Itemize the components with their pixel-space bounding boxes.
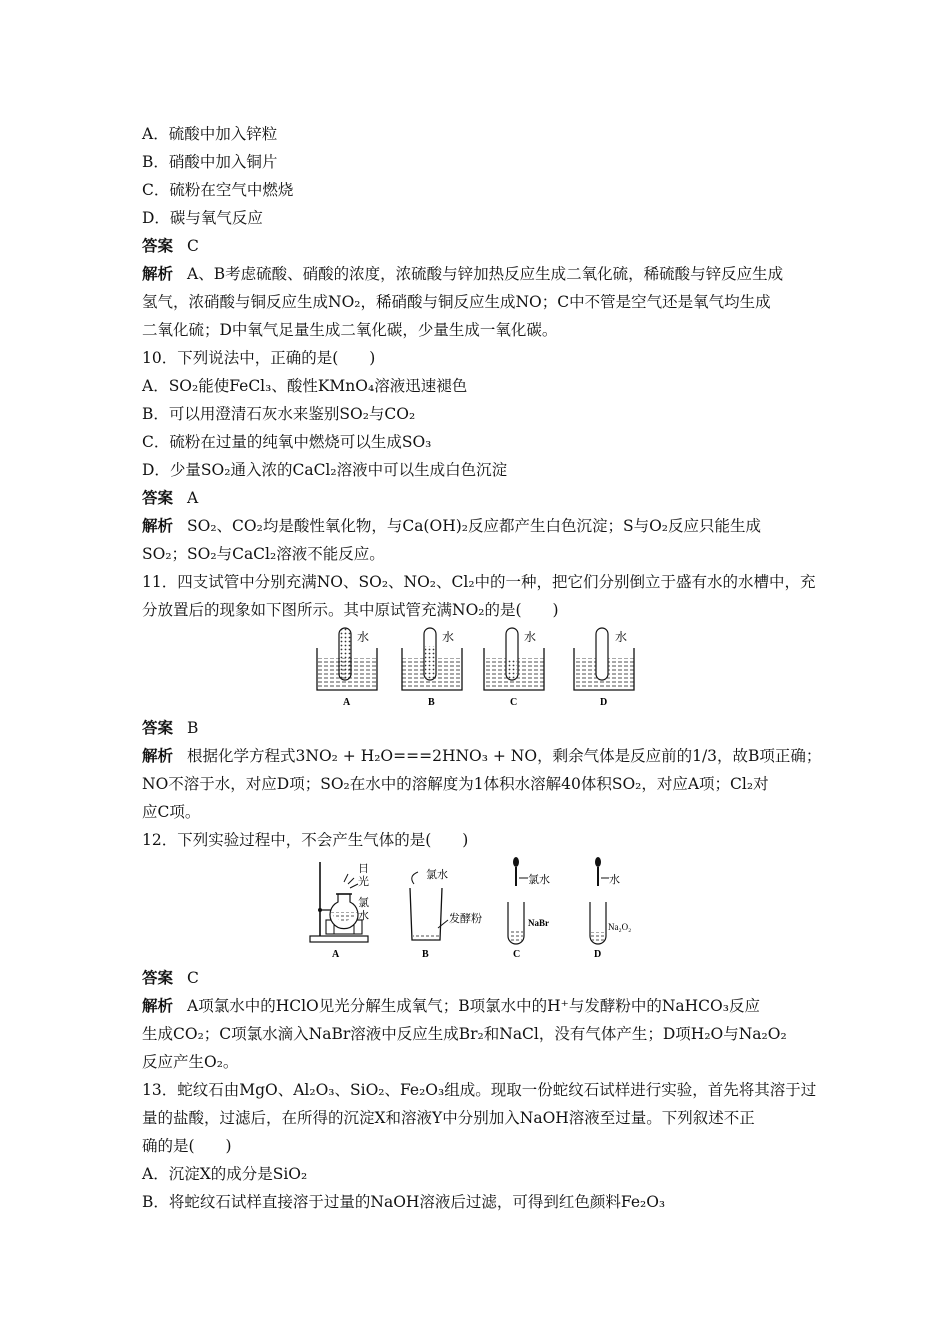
q10-option-b: B．可以用澄清石灰水来鉴别SO₂与CO₂	[142, 405, 416, 423]
analysis-label: 解析	[142, 264, 174, 283]
q9-analysis-2: 氢气，浓硝酸与铜反应生成NO₂，稀硝酸与铜反应生成NO；C中不管是空气还是氧气均生成	[142, 293, 771, 311]
q11-apparatus-a	[317, 628, 377, 708]
q13-stem-2: 量的盐酸，过滤后，在所得的沉淀X和溶液Y中分别加入NaOH溶液至过量。下列叙述不正	[142, 1109, 755, 1127]
q12-apparatus-d	[590, 857, 631, 960]
q10-stem: 10．下列说法中，正确的是( )	[142, 349, 376, 367]
q11-apparatus-d	[574, 628, 634, 708]
q12-stem: 12．下列实验过程中，不会产生气体的是( )	[142, 831, 469, 849]
chlorine-char-1: 氯	[358, 897, 369, 909]
q9-analysis-3: 二氧化硫；D中氧气足量生成二氧化碳，少量生成一氧化碳。	[142, 321, 558, 339]
answer-value: A	[187, 489, 199, 507]
sunlight-char-1: 日	[358, 863, 369, 875]
chlorine-char-2: 水	[358, 910, 369, 922]
answer-label: 答案	[142, 488, 174, 507]
label-a: A	[343, 697, 351, 708]
q11-stem-2: 分放置后的现象如下图所示。其中原试管充满NO₂的是( )	[142, 601, 559, 619]
q13-stem-1: 13．蛇纹石由MgO、Al₂O₃、SiO₂、Fe₂O₃组成。现取一份蛇纹石试样进行实验，首先将其溶于过	[142, 1081, 817, 1099]
q9-option-b: B．硝酸中加入铜片	[142, 153, 278, 171]
q9-option-a: A．硫酸中加入锌粒	[142, 125, 278, 143]
q13-option-a: A．沉淀X的成分是SiO₂	[142, 1165, 308, 1183]
q12-analysis-3: 反应产生O₂。	[142, 1053, 239, 1071]
answer-value: B	[187, 719, 199, 737]
q10-option-d: D．少量SO₂通入浓的CaCl₂溶液中可以生成白色沉淀	[142, 461, 508, 479]
label-d: D	[600, 697, 608, 708]
answer-label: 答案	[142, 236, 174, 255]
q11-analysis-3: 应C项。	[142, 803, 201, 821]
label-c: C	[513, 949, 521, 960]
answer-label: 答案	[142, 718, 174, 737]
q10-analysis-2: SO₂；SO₂与CaCl₂溶液不能反应。	[142, 545, 385, 563]
q9-option-c: C．硫粉在空气中燃烧	[142, 181, 294, 199]
q11-answer	[142, 718, 198, 738]
water-label: 水	[615, 630, 628, 644]
analysis-text: A、B考虑硫酸、硝酸的浓度，浓硫酸与锌加热反应生成二氧化硫，稀硫酸与锌反应生成	[187, 265, 784, 283]
na2o2-label: Na₂O₂	[608, 922, 632, 932]
water-label: 水	[357, 630, 370, 644]
water-label: 水	[524, 630, 537, 644]
q13-option-b: B．将蛇纹石试样直接溶于过量的NaOH溶液后过滤，可得到红色颜料Fe₂O₃	[142, 1193, 666, 1211]
yeast-label: 发酵粉	[449, 913, 482, 925]
q13-stem-3: 确的是( )	[142, 1137, 232, 1155]
answer-value: C	[187, 969, 199, 987]
q12-apparatus-a	[310, 862, 369, 960]
sunlight-char-2: 光	[358, 876, 369, 888]
q11-stem-1: 11．四支试管中分别充满NO、SO₂、NO₂、Cl₂中的一种，把它们分别倒立于盛有水的水槽中，充	[142, 573, 816, 591]
q11-apparatus-b	[402, 628, 462, 708]
answer-value: C	[187, 237, 199, 255]
label-b: B	[428, 697, 435, 708]
q10-answer	[142, 488, 198, 508]
analysis-text: 根据化学方程式3NO₂ + H₂O===2HNO₃ + NO，剩余气体是反应前的1/3，故B项正确；	[187, 747, 822, 765]
q12-analysis-2: 生成CO₂；C项氯水滴入NaBr溶液中反应生成Br₂和NaCl，没有气体产生；D项H₂O与Na₂O₂	[142, 1025, 787, 1043]
label-a: A	[332, 949, 340, 960]
analysis-text: SO₂、CO₂均是酸性氧化物，与Ca(OH)₂反应都产生白色沉淀；S与O₂反应只能生成	[187, 517, 762, 535]
analysis-label: 解析	[142, 516, 174, 535]
analysis-label: 解析	[142, 996, 174, 1015]
q11-figure	[312, 624, 642, 710]
answer-label: 答案	[142, 968, 174, 987]
q10-option-a: A．SO₂能使FeCl₃、酸性KMnO₄溶液迅速褪色	[142, 377, 468, 395]
q11-analysis-1	[142, 746, 821, 766]
analysis-label: 解析	[142, 746, 174, 765]
q10-analysis-1	[142, 516, 761, 536]
q12-apparatus-b	[410, 867, 482, 960]
label-d: D	[594, 949, 602, 960]
q10-option-c: C．硫粉在过量的纯氧中燃烧可以生成SO₃	[142, 433, 432, 451]
nabr-label: NaBr	[528, 918, 549, 928]
q12-analysis-1	[142, 996, 760, 1016]
water-label: 水	[442, 630, 455, 644]
label-c: C	[510, 697, 518, 708]
analysis-text: A项氯水中的HClO见光分解生成氧气；B项氯水中的H⁺与发酵粉中的NaHCO₃反应	[187, 997, 760, 1015]
q9-answer	[142, 236, 199, 256]
chlorine-water-label: 氯水	[426, 869, 448, 881]
q12-answer	[142, 968, 199, 988]
chlorine-water-label: 氯水	[528, 874, 550, 886]
q12-apparatus-c	[508, 857, 550, 960]
q11-analysis-2: NO不溶于水，对应D项；SO₂在水中的溶解度为1体积水溶解40体积SO₂，对应A项；Cl₂对	[142, 775, 769, 793]
q9-option-d: D．碳与氧气反应	[142, 209, 263, 227]
water-label: 水	[609, 874, 620, 886]
label-b: B	[422, 949, 429, 960]
q12-figure	[306, 854, 652, 962]
q11-apparatus-c	[484, 628, 544, 708]
q9-analysis-1	[142, 264, 783, 284]
